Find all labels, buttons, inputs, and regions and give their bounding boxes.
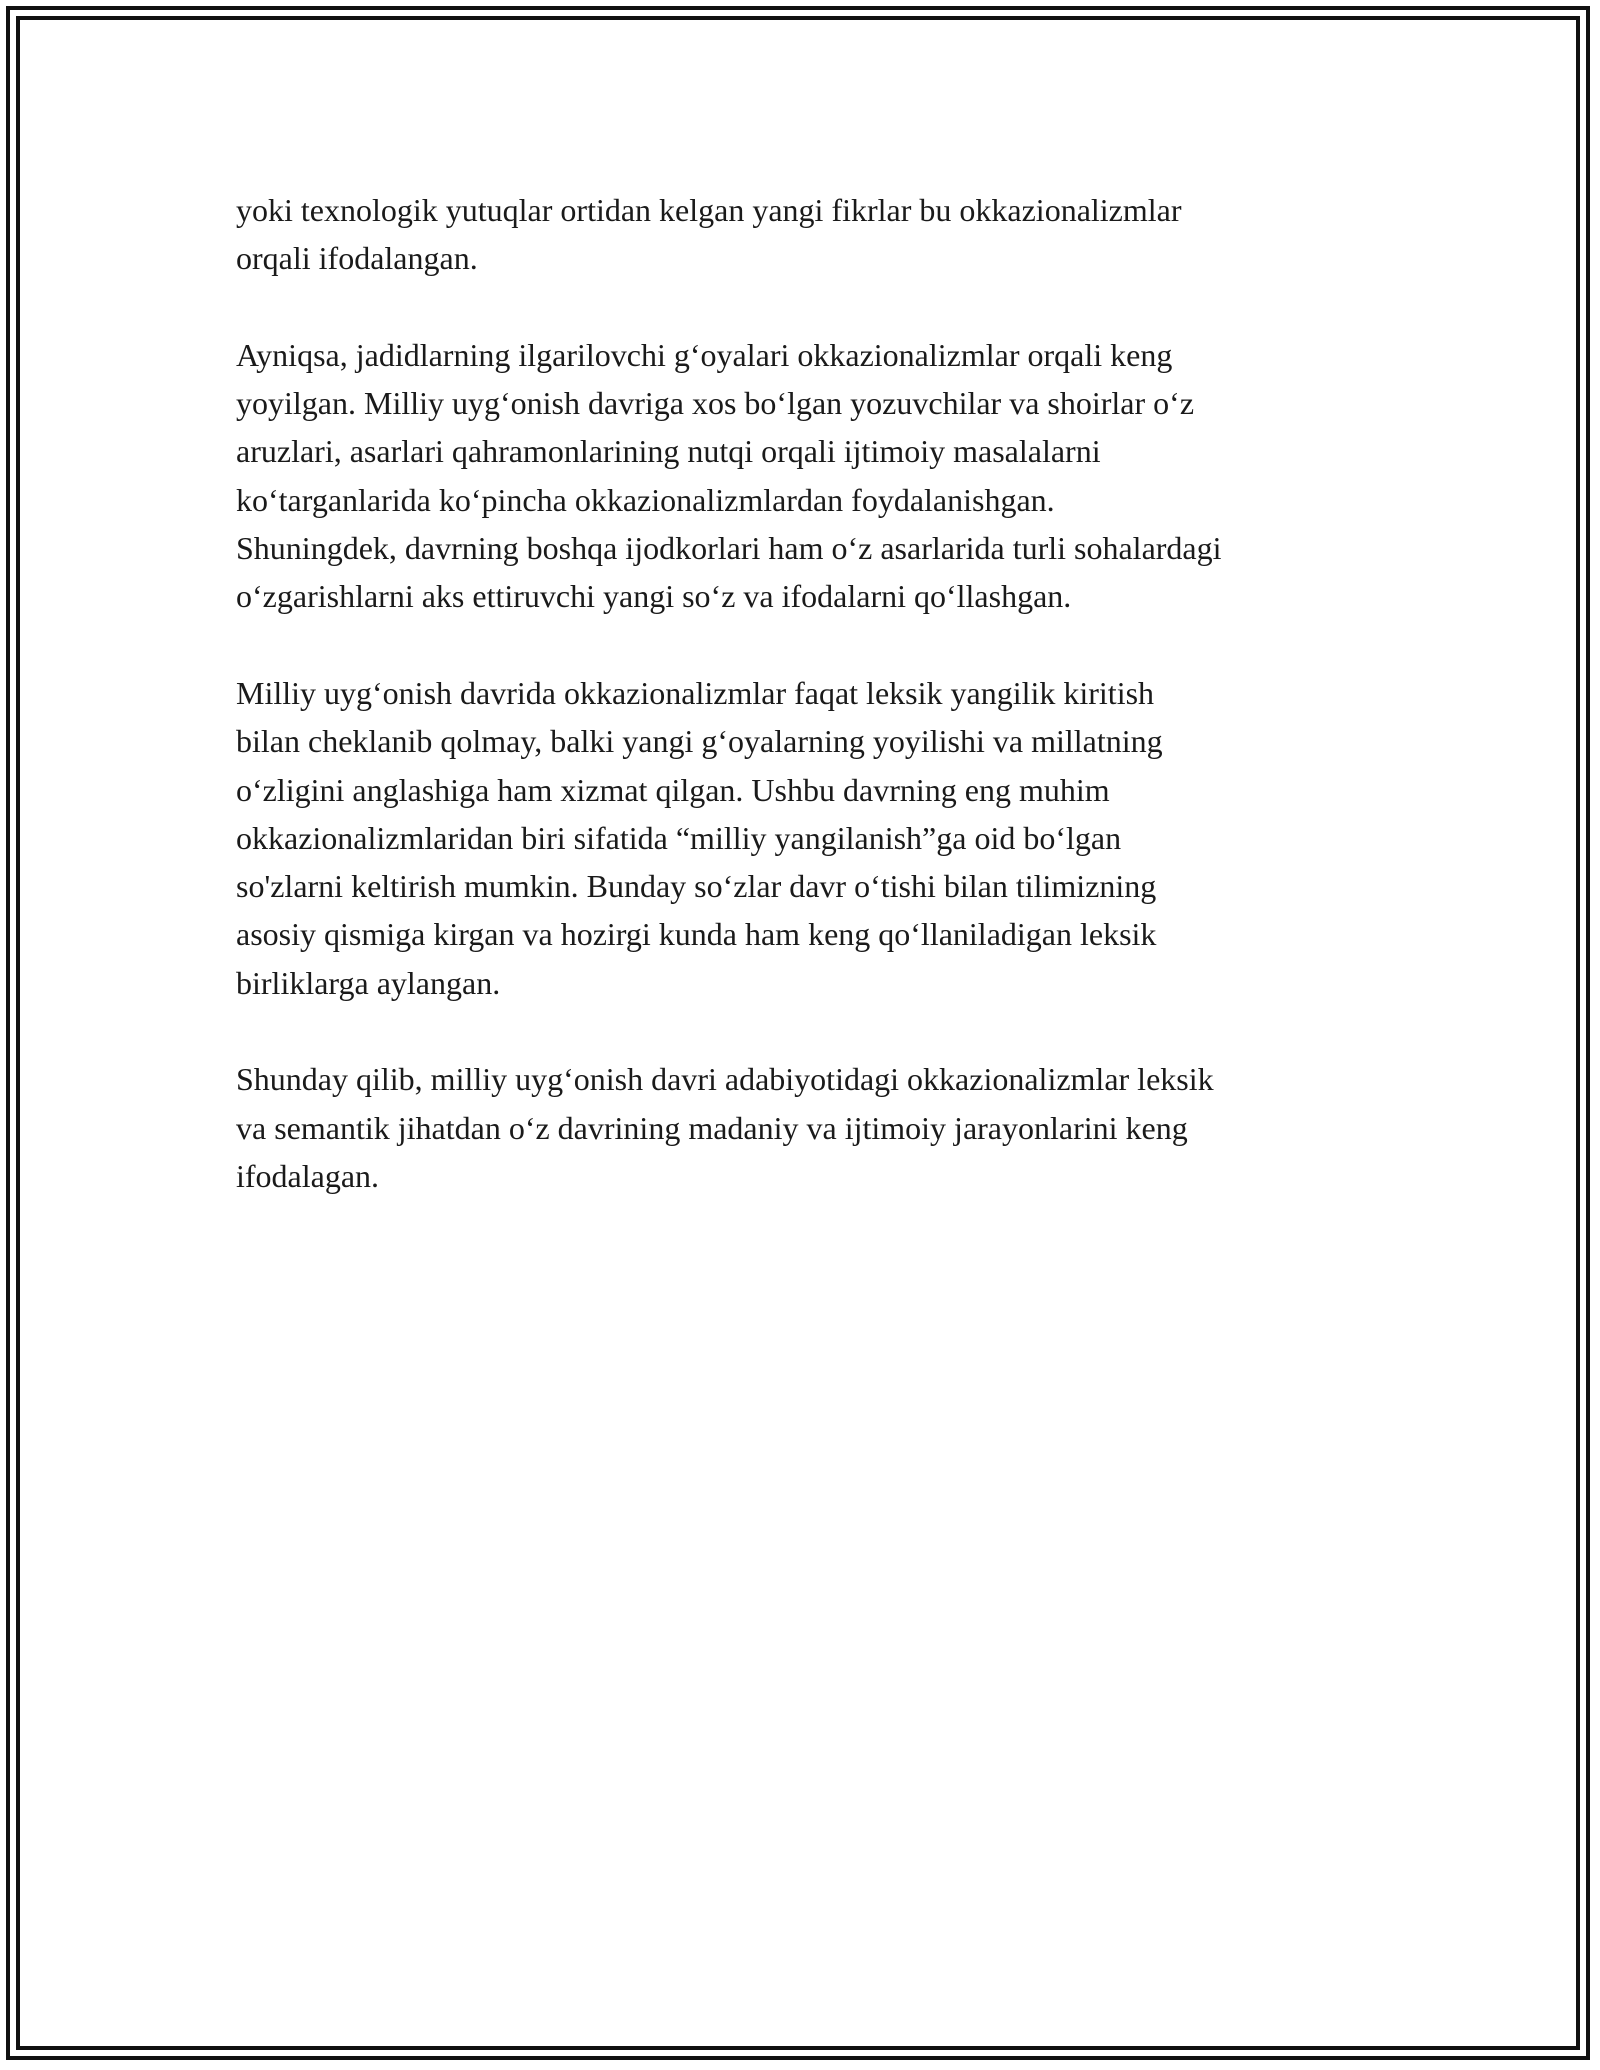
paragraph-3: Milliy uyg‘onish davrida okkazionalizmlar faqat leksik yangilik kiritish bilan cheklanib qolmay, balki yangi g‘oyalarning yoyilishi va millatning o‘zligini anglashiga ham xizmat qilgan. Ushbu davrning eng muhim okkazionalizmlaridan biri sifatida “milliy yangilanish”ga oid bo‘lgan so'zlarni keltirish mumkin. Bunday so‘zlar davr o‘tishi bilan tilimizning asosiy qismiga kirgan va hozirgi kunda ham keng qo‘llaniladigan leksik birliklarga aylangan. [236,674,1163,1001]
paragraph-4: Shunday qilib, milliy uyg‘onish davri adabiyotidagi okkazionalizmlar leksik va semantik jihatdan o‘z davrining madaniy va ijtimoiy jarayonlarini keng ifodalagan. [236,1061,1214,1194]
document-body [236,186,1386,1249]
paragraph-2: Ayniqsa, jadidlarning ilgarilovchi g‘oyalari okkazionalizmlar orqali keng yoyilgan. Milliy uyg‘onish davriga xos bo‘lgan yozuvchilar va shoirlar o‘z aruzlari, asarlari qahramonlarining nutqi orqali ijtimoiy masalalarni ko‘targanlarida ko‘pincha okkazionalizmlardan foydalanishgan. Shuningdek, davrning boshqa ijodkorlari ham o‘z asarlarida turli sohalardagi o‘zgarishlarni aks ettiruvchi yangi so‘z va ifodalarni qo‘llashgan. [236,336,1222,615]
paragraph-1: yoki texnologik yutuqlar ortidan kelgan yangi fikrlar bu okkazionalizmlar orqali ifodalangan. [236,192,1182,277]
